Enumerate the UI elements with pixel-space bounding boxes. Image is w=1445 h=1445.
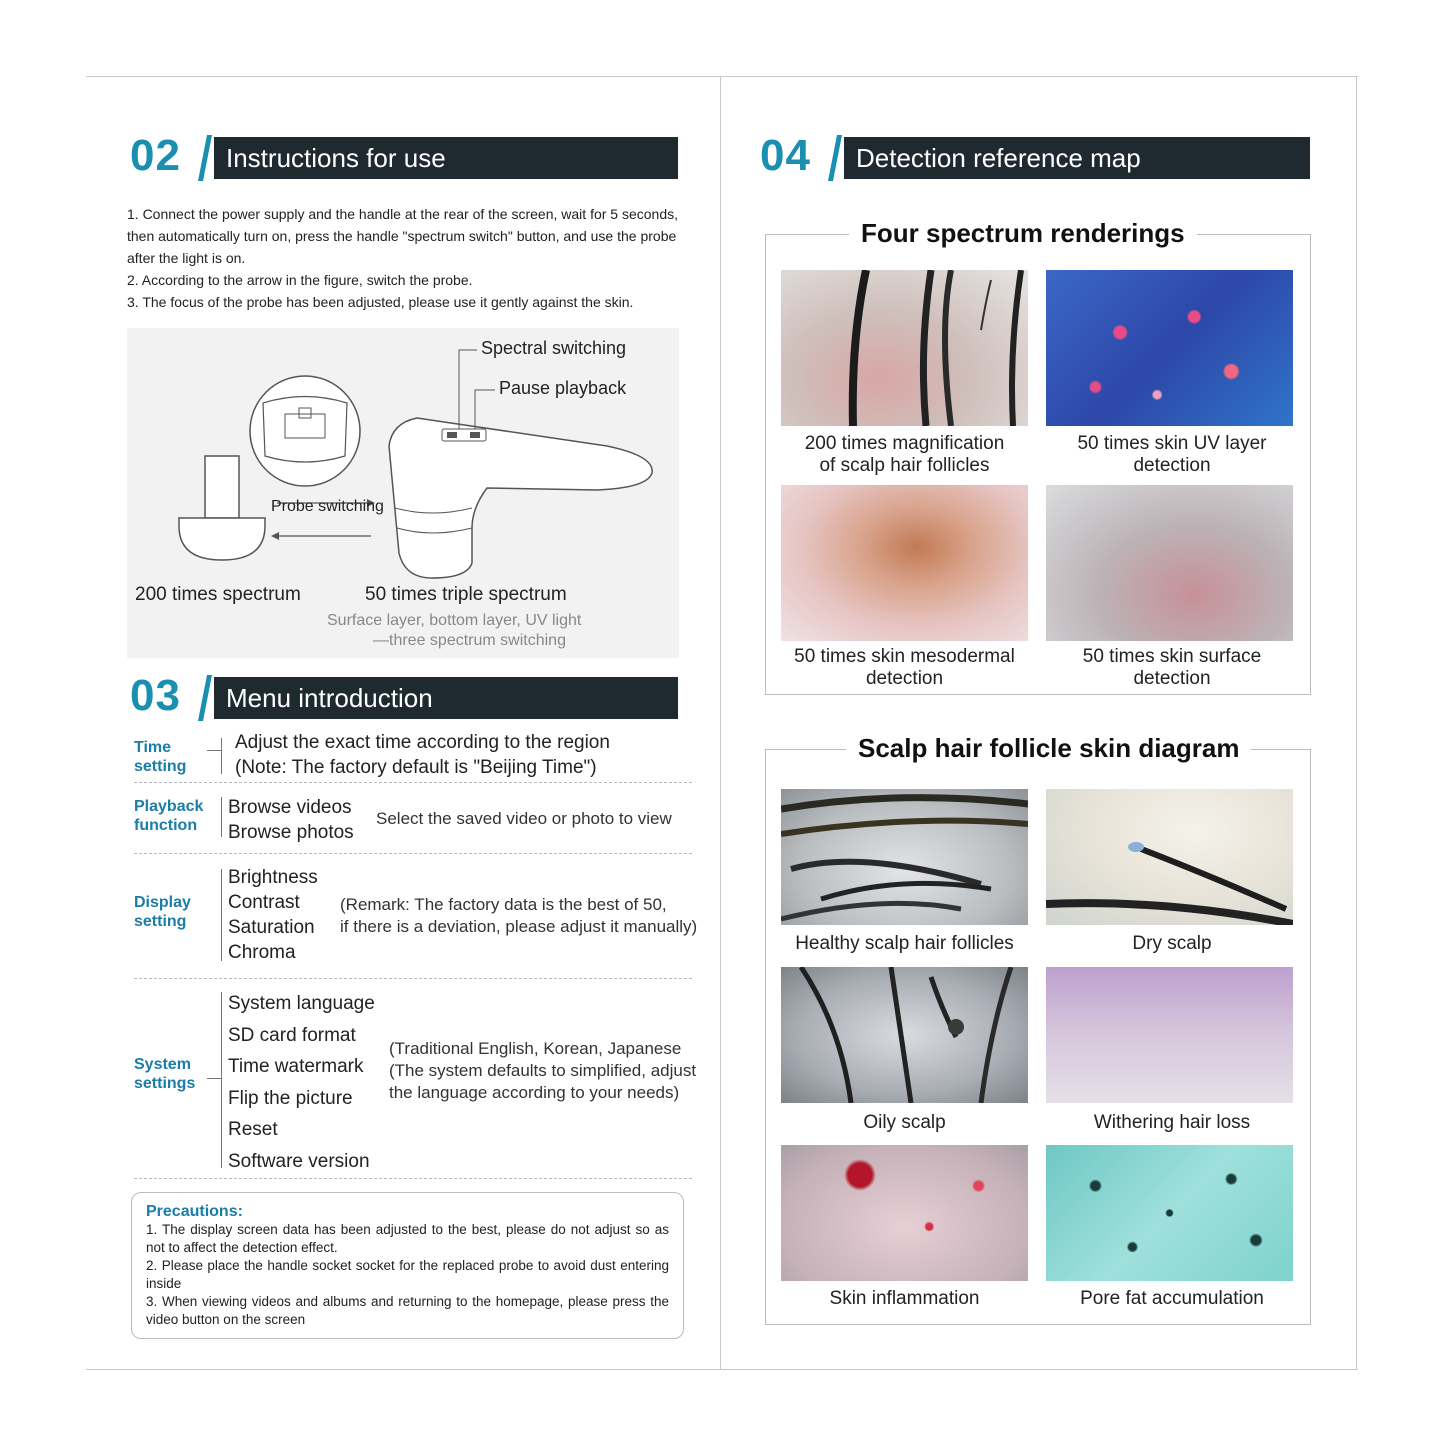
menu-note-line: the language according to your needs): [389, 1083, 680, 1102]
caption: Healthy scalp hair follicles: [795, 933, 1014, 954]
photo-mesodermal: [781, 485, 1028, 641]
caption: Skin inflammation: [829, 1288, 980, 1309]
menu-note-line: (Traditional English, Korean, Japanese: [389, 1039, 682, 1058]
slash-icon: [198, 675, 212, 721]
section-02-header: [130, 131, 680, 180]
device-figure: [127, 328, 679, 658]
photo-pore-fat: [1046, 1145, 1293, 1281]
photo-scalp-follicles: [781, 270, 1028, 426]
menu-note-line: (The system defaults to simplified, adjust: [389, 1061, 697, 1080]
menu-label-line: setting: [134, 758, 187, 775]
precautions-title: Precautions:: [146, 1203, 243, 1220]
four-spectrum-title: Four spectrum renderings: [849, 218, 1197, 249]
photo-oily-scalp: [781, 967, 1028, 1103]
menu-text-line: Adjust the exact time according to the region: [235, 732, 610, 753]
slash-icon: [198, 135, 212, 181]
menu-label-line: System: [134, 1056, 191, 1073]
menu-label-line: setting: [134, 913, 187, 930]
instruction-step: 1. Connect the power supply and the handle at the rear of the screen, wait for 5 seconds, then automatically turn on, press the handle "spectrum switch" button, and use the probe after the light is on.: [127, 206, 679, 266]
spectral-switching-label: Spectral switching: [481, 338, 627, 358]
spectrum-sub-line1: Surface layer, bottom layer, UV light: [327, 612, 582, 629]
menu-item: Brightness: [228, 867, 318, 888]
menu-item: System language: [228, 993, 375, 1014]
menu-item: Time watermark: [228, 1056, 364, 1078]
section-number: 04: [760, 131, 811, 180]
menu-item: Saturation: [228, 917, 315, 938]
menu-label-line: function: [134, 817, 198, 834]
menu-label-line: Display: [134, 894, 191, 911]
section-number: 02: [130, 131, 181, 180]
caption: Pore fat accumulation: [1080, 1288, 1264, 1309]
caption: 200 times magnification of scalp hair follicles: [804, 433, 1005, 476]
menu-text-line: (Note: The factory default is "Beijing Time"): [235, 757, 597, 778]
section-title: Menu introduction: [214, 677, 678, 719]
precaution-item: 3. When viewing videos and albums and returning to the homepage, please press the video button on the screen: [146, 1294, 669, 1327]
menu-item: Browse videos: [228, 797, 352, 818]
menu-item: Contrast: [228, 892, 300, 913]
pause-playback-label: Pause playback: [499, 378, 627, 398]
precaution-item: 2. Please place the handle socket socket for the replaced probe to avoid dust entering inside: [146, 1258, 669, 1291]
instruction-step: 2. According to the arrow in the figure, switch the probe.: [127, 272, 473, 288]
photo-withering-hair-loss: [1046, 967, 1293, 1103]
photo-surface: [1046, 485, 1293, 641]
menu-label-line: Playback: [134, 798, 204, 815]
photo-skin-inflammation: [781, 1145, 1028, 1281]
menu-item: Flip the picture: [228, 1087, 353, 1109]
caption: 50 times skin mesodermal detection: [794, 646, 1015, 689]
menu-item: Browse photos: [228, 822, 354, 843]
menu-note-line: (Remark: The factory data is the best of 50,: [340, 895, 667, 914]
spectrum-50-label: 50 times triple spectrum: [365, 584, 567, 605]
section-04-header: [760, 131, 1312, 180]
menu-item: Reset: [228, 1119, 278, 1141]
menu-note-line: if there is a deviation, please adjust it manually): [340, 917, 698, 936]
photo-healthy-scalp: [781, 789, 1028, 925]
caption: Withering hair loss: [1093, 1112, 1251, 1133]
menu-item: SD card format: [228, 1024, 356, 1046]
section-number: 03: [130, 671, 181, 720]
menu-item: Chroma: [228, 942, 296, 963]
menu-note: Select the saved video or photo to view: [376, 809, 672, 828]
caption: 50 times skin surface detection: [1082, 646, 1262, 689]
section-title: Instructions for use: [214, 137, 678, 179]
section-03-header: [130, 671, 680, 720]
menu-label-line: settings: [134, 1075, 196, 1092]
slash-icon: [828, 135, 842, 181]
instruction-step: 3. The focus of the probe has been adjusted, please use it gently against the skin.: [127, 294, 634, 310]
instructions-list: [127, 203, 682, 313]
spectrum-sub-line2: —three spectrum switching: [373, 632, 566, 649]
precaution-item: 1. The display screen data has been adjusted to the best, please do not adjust so as not to affect the detection effect.: [146, 1222, 669, 1255]
photo-uv-layer: [1046, 270, 1293, 426]
photo-dry-scalp: [1046, 789, 1293, 925]
spectrum-200-label: 200 times spectrum: [135, 584, 301, 605]
caption: 50 times skin UV layer detection: [1077, 433, 1267, 476]
section-title: Detection reference map: [844, 137, 1310, 179]
menu-item: Software version: [228, 1150, 370, 1172]
caption: Oily scalp: [863, 1112, 946, 1133]
menu-label-line: Time: [134, 739, 172, 756]
scalp-diagram-title: Scalp hair follicle skin diagram: [846, 733, 1251, 764]
caption: Dry scalp: [1132, 933, 1212, 954]
precautions-box: [131, 1192, 684, 1339]
probe-switching-label: Probe switching: [271, 498, 384, 515]
